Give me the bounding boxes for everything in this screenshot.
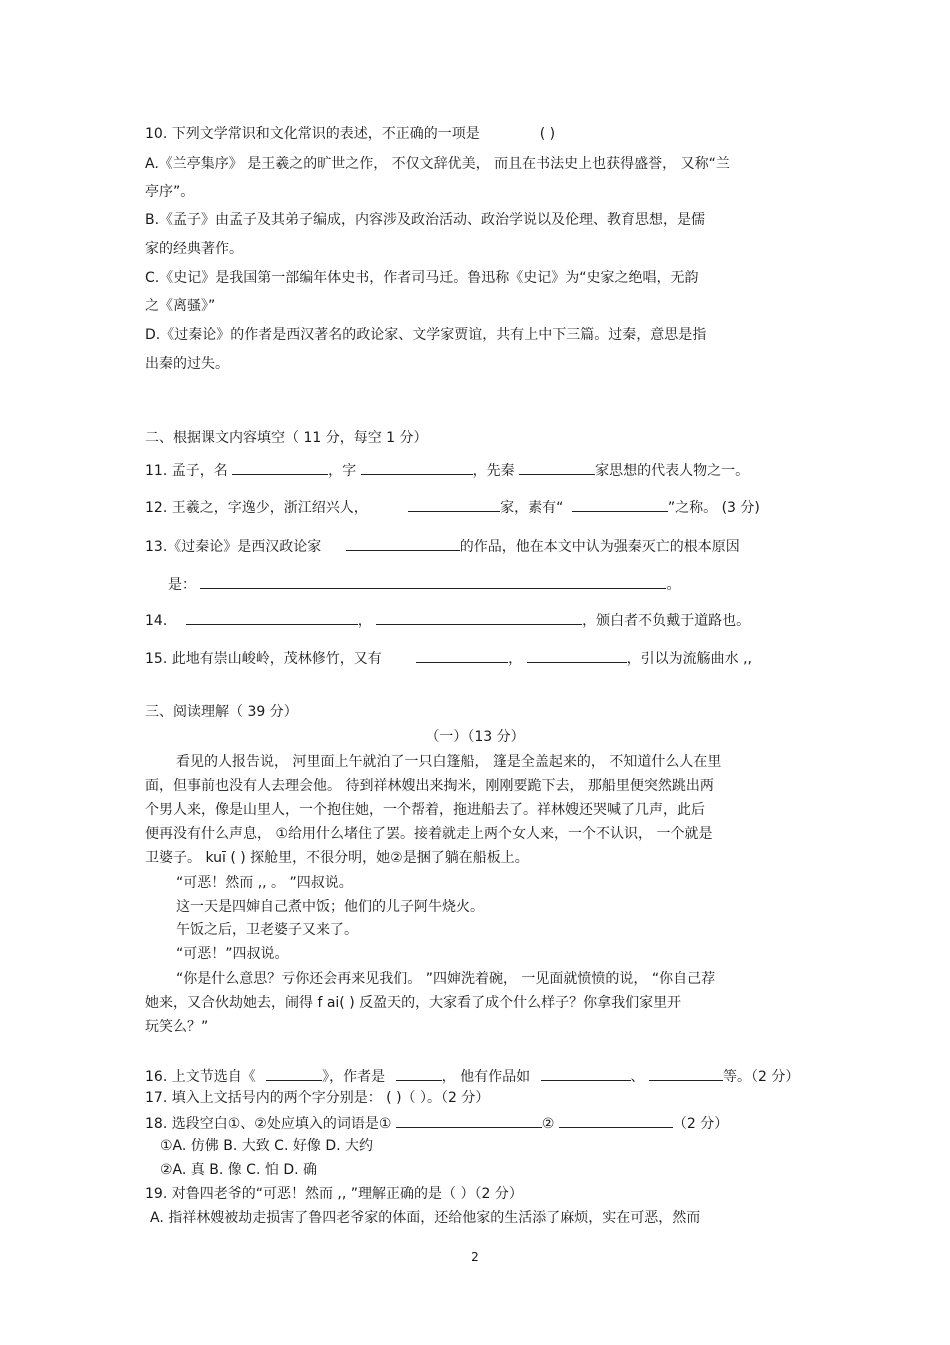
q18-options-1: ①A. 仿佛 B. 大致 C. 好像 D. 大约 [160, 1138, 373, 1154]
passage-line-10: “你是什么意思？亏你还会再来见我们。 ”四婶洗着碗， 一见面就愤愤的说， “你自己荐 [176, 971, 716, 987]
passage-line-5: 卫婆子。 kuī ( ) 探舱里，不很分明，她②是捆了躺在船板上。 [145, 850, 529, 866]
q11-blank-name[interactable] [232, 460, 328, 475]
passage-line-11: 她来，又合伙劫她去，闹得 f ai( ) 反盈天的，大家看了成个什么样子？你拿我们家里开 [145, 995, 682, 1011]
passage-line-4: 便再没有什么声息， ①给用什么堵住了罢。接着就走上两个女人来，一个不认识， 一个就是 [145, 826, 713, 842]
q16: 16. 上文节选自《 》，作者是 ， 他有作品如 、 等。（2 分） [145, 1066, 799, 1086]
q13-reason: 是： 。 [168, 574, 680, 594]
q11-blank-school[interactable] [519, 460, 595, 475]
q11: 11. 孟子，名 ，字 ，先秦 家思想的代表人物之一。 [145, 460, 749, 480]
q10-option-d-line1: D.《过秦论》的作者是西汉著名的政论家、文学家贾谊，共有上中下三篇。过秦，意思是指 [145, 327, 707, 343]
passage-line-6: “可恶！然而 ,, 。 ”四叔说。 [176, 875, 353, 891]
q17: 17. 填入上文括号内的两个字分别是： ( )（ ）。（2 分） [145, 1090, 490, 1106]
q10-option-d-line2: 出秦的过失。 [145, 356, 229, 372]
q11-blank-zi[interactable] [361, 460, 473, 475]
q15: 15. 此地有崇山峻岭，茂林修竹，又有 ， ，引以为流觞曲水 ,, [145, 648, 752, 668]
passage-line-8: 午饭之后，卫老婆子又来了。 [176, 922, 358, 938]
passage-line-3: 个男人来，像是山里人，一个抱住她，一个帮着，拖进船去了。祥林嫂还哭喊了几声，此后 [145, 802, 705, 818]
passage-line-2: 面，但事前也没有人去理会他。 待到祥林嫂出来掏米，刚刚要跪下去， 那船里便突然跳出两 [145, 778, 714, 794]
q10-option-c-line1: C.《史记》是我国第一部编年体史书，作者司马迁。鲁迅称《史记》为“史家之绝唱，无韵 [145, 270, 699, 286]
q12: 12. 王羲之，字逸少，浙江绍兴人， 家，素有“ ”之称。 (3 分) [145, 497, 760, 517]
passage-line-1: 看见的人报告说， 河里面上午就泊了一只白篷船， 篷是全盖起来的， 不知道什么人在里 [176, 754, 722, 770]
q16-blank-author[interactable] [396, 1066, 442, 1081]
q19: 19. 对鲁四老爷的“可恶！然而 ,, ”理解正确的是（ ）（2 分） [145, 1186, 523, 1202]
passage-line-7: 这一天是四婶自己煮中饭；他们的儿子阿牛烧火。 [176, 899, 484, 915]
q16-blank-work-2[interactable] [649, 1066, 723, 1081]
q14-blank-2[interactable] [376, 610, 582, 625]
page-number: 2 [471, 1250, 479, 1264]
section-3-title: 三、阅读理解（ 39 分） [145, 704, 298, 720]
q15-blank-1[interactable] [416, 648, 508, 663]
q19-option-a: A. 指祥林嫂被劫走损害了鲁四老爷家的体面，还给他家的生活添了麻烦，实在可恶，然而 [150, 1210, 701, 1226]
q10-stem: 10. 下列文学常识和文化常识的表述，不正确的一项是 ( ) [145, 126, 556, 142]
passage-line-12: 玩笑么？” [145, 1019, 209, 1035]
q18-options-2: ②A. 真 B. 像 C. 怕 D. 确 [160, 1162, 317, 1178]
q16-blank-source[interactable] [266, 1066, 322, 1081]
q10-option-c-line2: 之《离骚》” [145, 298, 216, 314]
q12-blank-role[interactable] [408, 497, 500, 512]
q10-answer-paren[interactable]: ( ) [539, 126, 556, 142]
q10-option-b-line2: 家的经典著作。 [145, 241, 243, 257]
q15-blank-2[interactable] [527, 648, 627, 663]
passage-subtitle: （一）（13 分） [425, 729, 525, 745]
passage-line-9: “可恶！”四叔说。 [176, 946, 289, 962]
q10-option-a-line1: A.《兰亭集序》 是王羲之的旷世之作， 不仅文辞优美， 而且在书法史上也获得盛誉， 又称“兰 [145, 156, 730, 172]
q14: 14. ， ，颁白者不负戴于道路也。 [145, 610, 750, 630]
q14-blank-1[interactable] [186, 610, 358, 625]
q13-blank-author[interactable] [346, 536, 460, 551]
q18-blank-2[interactable] [559, 1113, 673, 1128]
q13: 13.《过秦论》是西汉政论家 的作品，他在本文中认为强秦灭亡的根本原因 [145, 536, 740, 556]
q10-option-a-line2: 亭序”。 [145, 184, 195, 200]
q18-blank-1[interactable] [396, 1113, 542, 1128]
section-2-title: 二、根据课文内容填空（ 11 分，每空 1 分） [145, 430, 428, 446]
q18: 18. 选段空白①、②处应填入的词语是① ② （2 分） [145, 1113, 728, 1133]
q13-blank-reason[interactable] [200, 574, 666, 589]
q12-blank-title[interactable] [572, 497, 668, 512]
q16-blank-work-1[interactable] [541, 1066, 631, 1081]
q10-option-b-line1: B.《孟子》由孟子及其弟子编成，内容涉及政治活动、政治学说以及伦理、教育思想，是儒 [145, 212, 706, 228]
